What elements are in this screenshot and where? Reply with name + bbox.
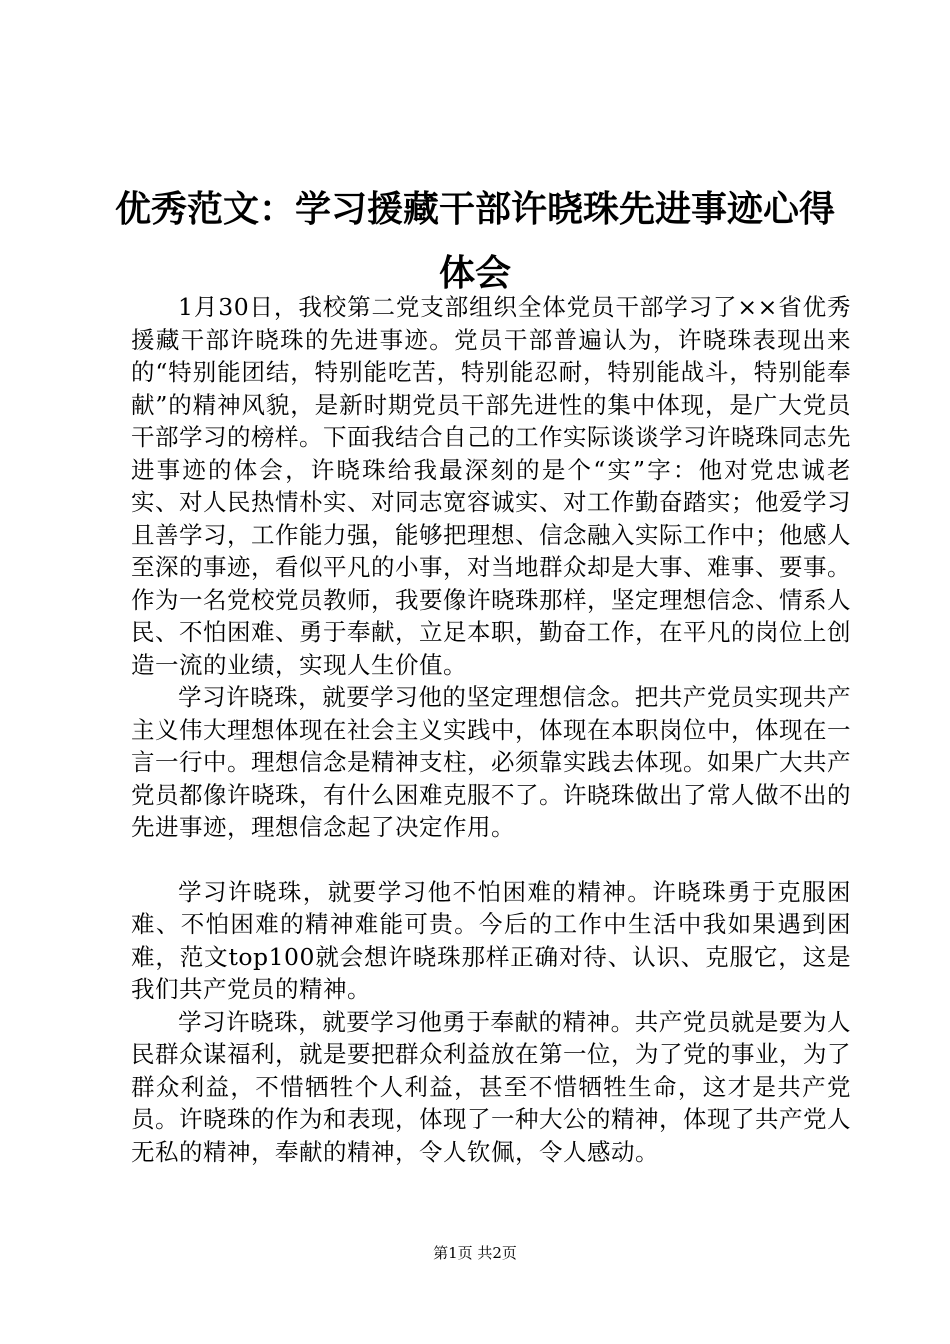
paragraph-intro: 1月30日，我校第二党支部组织全体党员干部学习了××省优秀援藏干部许晓珠的先进事迹。党员干部普遍认为，许晓珠表现出来的“特别能团结，特别能吃苦，特别能忍耐，特别能战斗，特别能奉献”的精神风貌，是新时期党员干部先进性的集中体现，是广大党员干部学习的榜样。下面我结合自己的工作实际谈谈学习许晓珠同志先进事迹的体会，许晓珠给我最深刻的是个“实”字：他对党忠诚老实、对人民热情朴实、对同志宽容诚实、对工作勤奋踏实；他爱学习且善学习，工作能力强，能够把理想、信念融入实际工作中；他感人至深的事迹，看似平凡的小事，对当地群众却是大事、难事、要事。作为一名党校党员教师，我要像许晓珠那样，坚定理想信念、情系人民、不怕困难、勇于奉献，立足本职，勤奋工作，在平凡的岗位上创造一流的业绩，实现人生价值。 xyxy=(131,293,851,679)
document-body xyxy=(131,291,851,1168)
paragraph-dedication: 学习许晓珠，就要学习他勇于奉献的精神。共产党员就是要为人民群众谋福利，就是要把群众利益放在第一位，为了党的事业，为了群众利益，不惜牺牲个人利益，甚至不惜牺牲生命，这才是共产党员。许晓珠的作为和表现，体现了一种大公的精神，体现了共产党人无私的精神，奉献的精神，令人钦佩，令人感动。 xyxy=(131,1007,851,1166)
page-number-footer: 第1页 共2页 xyxy=(433,1244,517,1262)
paragraph-ideals: 学习许晓珠，就要学习他的坚定理想信念。把共产党员实现共产主义伟大理想体现在社会主义实践中，体现在本职岗位中，体现在一言一行中。理想信念是精神支柱，必须靠实践去体现。如果广大共产党员都像许晓珠，有什么困难克服不了。许晓珠做出了常人做不出的先进事迹，理想信念起了决定作用。 xyxy=(131,683,851,841)
paragraph-spacer xyxy=(131,844,851,876)
document-title: 优秀范文：学习援藏干部许晓珠先进事迹心得体会 xyxy=(114,189,835,294)
paragraph-difficulties: 学习许晓珠，就要学习他不怕困难的精神。许晓珠勇于克服困难、不怕困难的精神难能可贵。今后的工作中生活中我如果遇到困难，范文top100就会想许晓珠那样正确对待、认识、克服它，这是我们共产党员的精神。 xyxy=(131,877,851,1003)
